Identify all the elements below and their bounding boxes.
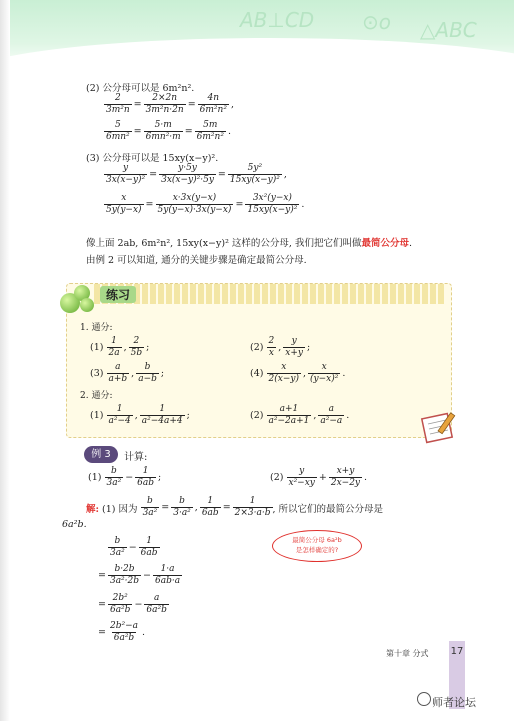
- explain-line1: 像上面 2ab, 6m²n², 15xy(x−y)² 这样的公分母, 我们把它们叫做最简公分母.: [86, 238, 413, 249]
- part2-intro: (2) 公分母可以是 6m²n².: [86, 83, 195, 94]
- fraction: $\frac{2\times 2n}{\text{3m²n·2n}}$: [145, 93, 184, 115]
- solution-step: $\frac{b}{\text{3a²}}$ − $\frac{1}{6ab}$: [110, 536, 158, 558]
- part2-eq2: $\frac{5}{\text{6mn²}}$ = $\frac{5\cdot m}{\text{6mn²·m}}$ = $\frac{5m}{\text{6m²n²}}$ .: [106, 120, 231, 142]
- exercise-item: (1) $\frac{1}{\text{a²−4}}$ , $\frac{1}{\text{a²−4a+4}}$ ;: [90, 404, 190, 426]
- fraction: $\frac{2}{\text{3m²n}}$: [106, 93, 130, 115]
- header-deco-triangle: △ABC: [420, 18, 477, 42]
- solution-step: = $\frac{b\cdot 2b}{\text{3a²·2b}}$ − $\frac{1\cdot a}{6ab\cdot a}$: [98, 564, 181, 586]
- green-ball-icon: [80, 298, 94, 312]
- fraction: $\frac{5m}{\text{6m²n²}}$: [196, 120, 224, 142]
- example-title: 计算:: [124, 452, 148, 463]
- fraction: $\frac{\text{3x²(y−x)}}{\text{15xy(x−y)²}}$: [247, 193, 298, 215]
- example-label: 例 3: [84, 446, 118, 463]
- exercise-item: (4) $\frac{x}{2(x-y)}$ , $\frac{x}{\text{(y−x)²}}$ .: [250, 362, 346, 384]
- example-part1: (1) $\frac{b}{\text{3a²}}$ − $\frac{1}{6ab}$ ;: [88, 466, 162, 488]
- hint-bubble: 最简公分母 6a²b 是怎样确定的?: [272, 530, 362, 562]
- exercise-q2-label: 2. 通分:: [80, 391, 113, 401]
- exercise-item: (3) $\frac{a}{a+b}$ , $\frac{b}{a-b}$ ;: [90, 362, 165, 384]
- exercise-item: (2) $\frac{a+1}{\text{a²−2a+1}}$ , $\frac{a}{\text{a²−a}}$ .: [250, 404, 350, 426]
- fraction: $\frac{5\cdot m}{\text{6mn²·m}}$: [145, 120, 181, 142]
- fraction: $\frac{5}{\text{6mn²}}$: [106, 120, 130, 142]
- solution-line1: 解: (1) 因为 $\frac{b}{\text{3a²}}$ = $\frac{b}{\text{3·a²}}$ , $\frac{1}{6ab}$ = $\frac{1}{2\times 3\cdot a\cdot b}$ , 所以它们的最简公分母是: [86, 496, 384, 518]
- fraction: $\frac{y}{\text{3x(x−y)²}}$: [106, 163, 146, 185]
- solution-label: 解:: [86, 503, 100, 515]
- header-deco-perpendicular: AB⊥CD: [240, 8, 315, 32]
- solution-line2: 6a²b.: [62, 519, 87, 530]
- fraction: $\frac{\text{5y²}}{\text{15xy(x−y)²}}$: [229, 163, 280, 185]
- part3-intro: (3) 公分母可以是 15xy(x−y)².: [86, 153, 219, 164]
- explain-line2: 由例 2 可以知道, 通分的关键步骤是确定最简公分母.: [86, 255, 307, 266]
- part3-eq1: $\frac{y}{\text{3x(x−y)²}}$ = $\frac{y\cdot 5y}{\text{3x(x−y)²·5y}}$ = $\frac{\text{5y²}}{\text{15xy(x−y)²}}$ ,: [106, 163, 287, 185]
- chapter-label: 第十章 分式: [386, 649, 429, 658]
- example-part2: (2) $\frac{y}{\text{x²−xy}}$ + $\frac{x+y}{2x-2y}$ .: [270, 466, 368, 488]
- part2-eq1: $\frac{2}{\text{3m²n}}$ = $\frac{2\times 2n}{\text{3m²n·2n}}$ = $\frac{4n}{\text{6m²n²}}$ ,: [106, 93, 234, 115]
- wechat-icon: [417, 692, 431, 706]
- fraction: $\frac{y\cdot 5y}{\text{3x(x−y)²·5y}}$: [161, 163, 214, 185]
- solution-step: = $\frac{\text{2b²−a}}{\text{6a²b}}$ .: [98, 621, 146, 643]
- fraction: $\frac{4n}{\text{6m²n²}}$: [199, 93, 227, 115]
- pencil-notebook-icon: [420, 408, 462, 444]
- header-deco-circle: ⊙o: [362, 10, 391, 34]
- exercise-tab-stripe: [94, 284, 444, 304]
- exercise-item: (1) $\frac{1}{2a}$ , $\frac{2}{5b}$ ;: [90, 336, 150, 358]
- highlight-term: 最简公分母: [361, 238, 409, 249]
- solution-step: = $\frac{\text{2b²}}{\text{6a²b}}$ − $\frac{a}{\text{6a²b}}$: [98, 593, 167, 615]
- exercise-item: (2) $\frac{2}{x}$ , $\frac{y}{x+y}$ ;: [250, 336, 311, 358]
- fraction: $\frac{x\cdot 3x(y-x)}{5y(y-x)\cdot 3x(y-x)}$: [157, 193, 232, 215]
- watermark: 师者论坛: [432, 696, 476, 709]
- part3-eq2: $\frac{x}{5y(y-x)}$ = $\frac{x\cdot 3x(y-x)}{5y(y-x)\cdot 3x(y-x)}$ = $\frac{\text{3x²(y−x)}}{\text{15xy(x−y)²}}$ .: [106, 193, 305, 215]
- exercise-q1-label: 1. 通分:: [80, 323, 113, 333]
- exercise-title: 练习: [100, 286, 136, 303]
- fraction: $\frac{x}{5y(y-x)}$: [106, 193, 142, 215]
- page-number: 17: [450, 646, 464, 657]
